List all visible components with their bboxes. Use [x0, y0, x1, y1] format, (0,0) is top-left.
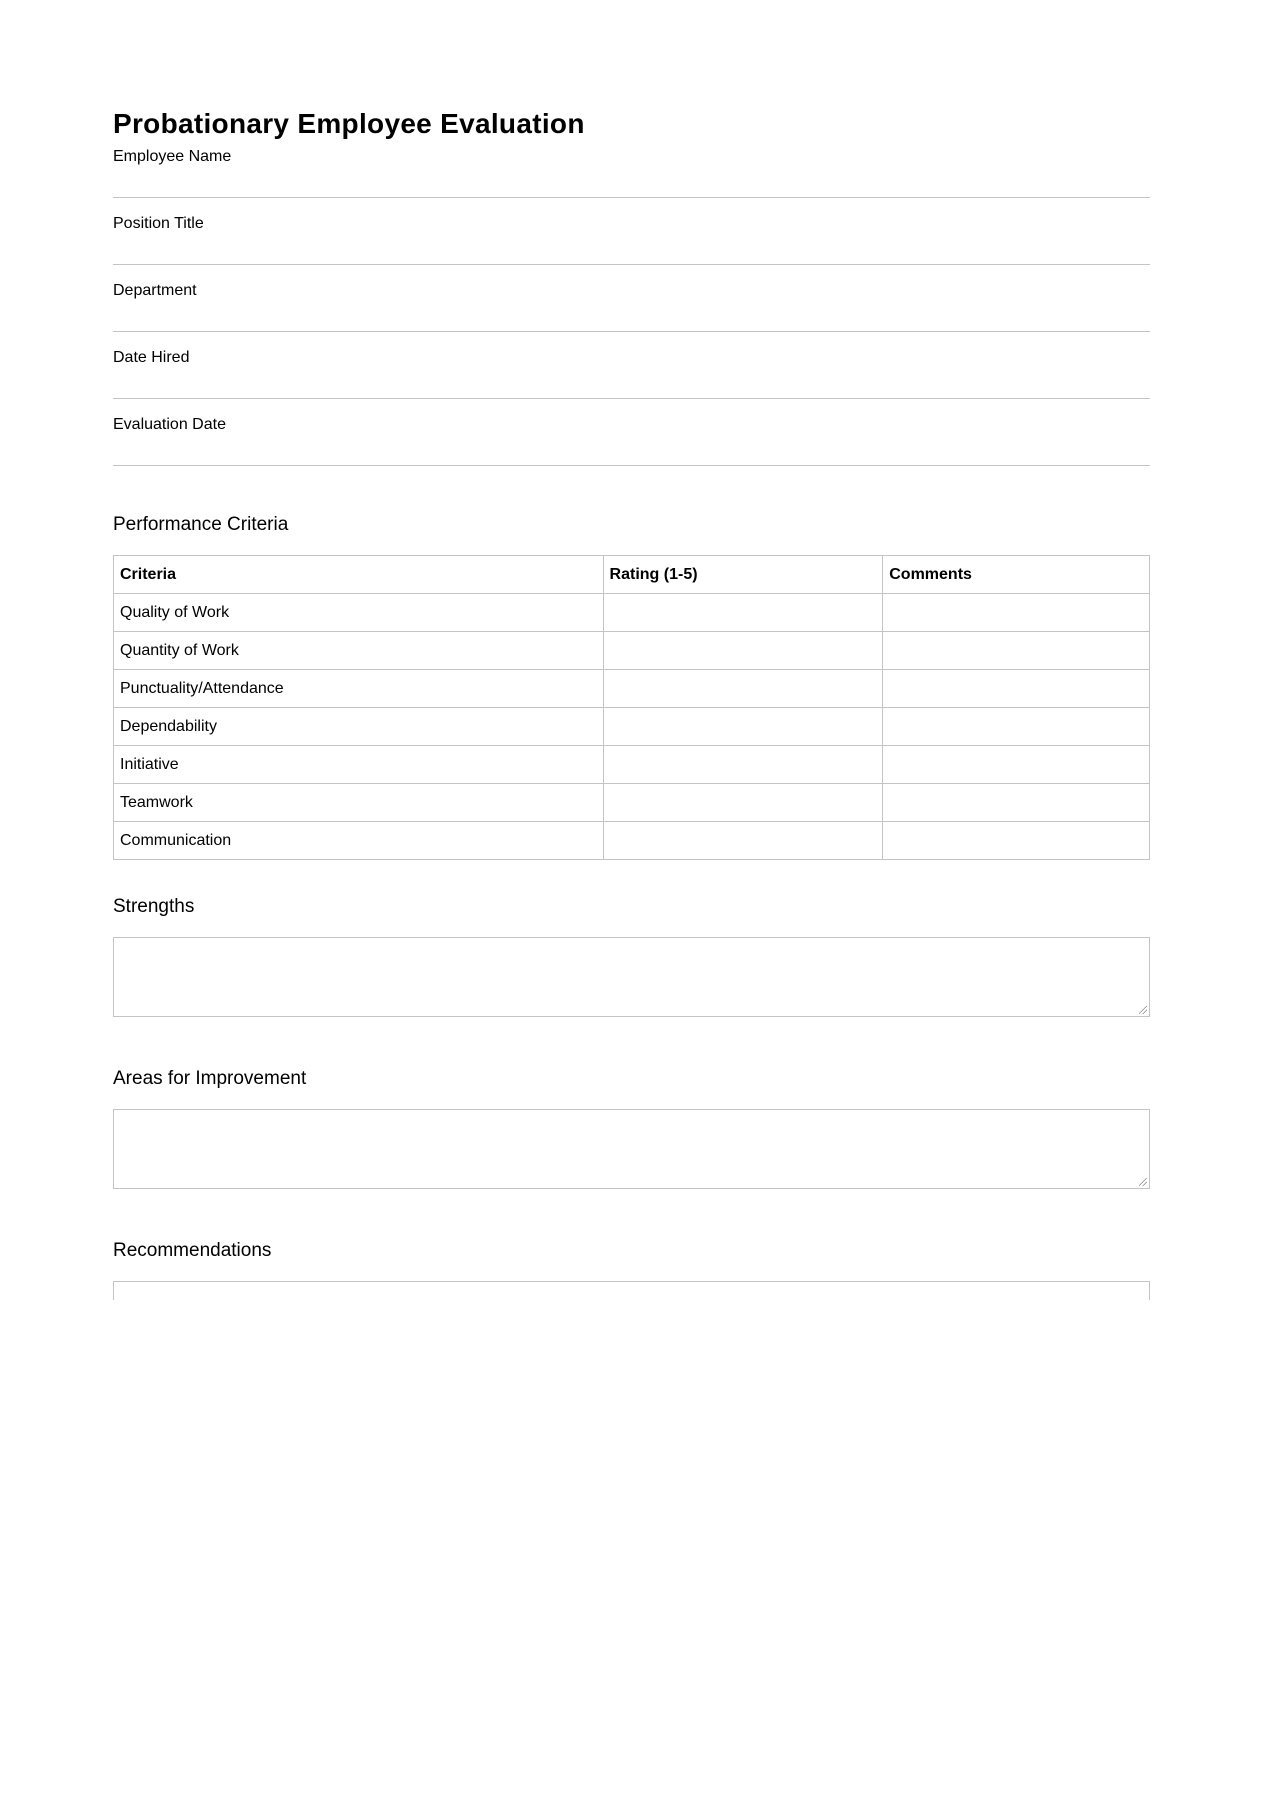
employee-name-input[interactable] — [113, 166, 1150, 198]
recommendations-heading: Recommendations — [113, 1240, 272, 1261]
rating-cell[interactable] — [603, 670, 883, 708]
criteria-cell: Initiative — [114, 746, 604, 784]
rating-cell[interactable] — [603, 594, 883, 632]
position-title-field — [113, 215, 1150, 282]
criteria-cell: Dependability — [114, 708, 604, 746]
table-row — [114, 822, 1150, 860]
table-row — [114, 632, 1150, 670]
rating-cell[interactable] — [603, 708, 883, 746]
comments-cell[interactable] — [883, 708, 1150, 746]
comments-cell[interactable] — [883, 822, 1150, 860]
rating-cell[interactable] — [603, 784, 883, 822]
department-input[interactable] — [113, 300, 1150, 332]
areas-for-improvement-heading: Areas for Improvement — [113, 1068, 307, 1089]
comments-cell[interactable] — [883, 670, 1150, 708]
rating-cell[interactable] — [603, 632, 883, 670]
position-title-input[interactable] — [113, 233, 1150, 265]
criteria-cell: Teamwork — [114, 784, 604, 822]
employee-name-field — [113, 148, 1150, 215]
column-header-rating: Rating (1-5) — [603, 556, 883, 594]
evaluation-form — [113, 0, 1150, 1300]
date-hired-input[interactable] — [113, 367, 1150, 399]
comments-cell[interactable] — [883, 594, 1150, 632]
department-field — [113, 282, 1150, 349]
column-header-comments: Comments — [883, 556, 1150, 594]
rating-cell[interactable] — [603, 822, 883, 860]
employee-name-label: Employee Name — [113, 148, 232, 165]
position-title-label: Position Title — [113, 215, 204, 232]
date-hired-field — [113, 349, 1150, 416]
strengths-textarea[interactable] — [113, 937, 1150, 1017]
rating-cell[interactable] — [603, 746, 883, 784]
criteria-cell: Quality of Work — [114, 594, 604, 632]
performance-criteria-table — [113, 555, 1150, 860]
page-title: Probationary Employee Evaluation — [113, 108, 585, 139]
resize-handle-icon[interactable] — [1139, 1178, 1147, 1186]
column-header-criteria: Criteria — [114, 556, 604, 594]
criteria-cell: Punctuality/Attendance — [114, 670, 604, 708]
performance-criteria-heading: Performance Criteria — [113, 514, 289, 535]
table-row — [114, 746, 1150, 784]
table-row — [114, 784, 1150, 822]
evaluation-date-input[interactable] — [113, 434, 1150, 466]
employee-info-fields — [113, 148, 1150, 483]
criteria-cell: Communication — [114, 822, 604, 860]
table-row — [114, 670, 1150, 708]
date-hired-label: Date Hired — [113, 349, 190, 366]
areas-for-improvement-textarea[interactable] — [113, 1109, 1150, 1189]
strengths-heading: Strengths — [113, 896, 195, 917]
comments-cell[interactable] — [883, 746, 1150, 784]
recommendations-textarea[interactable] — [113, 1281, 1150, 1300]
evaluation-date-label: Evaluation Date — [113, 416, 226, 433]
table-header-row — [114, 556, 1150, 594]
evaluation-date-field — [113, 416, 1150, 483]
criteria-cell: Quantity of Work — [114, 632, 604, 670]
comments-cell[interactable] — [883, 784, 1150, 822]
table-row — [114, 708, 1150, 746]
department-label: Department — [113, 282, 197, 299]
table-row — [114, 594, 1150, 632]
resize-handle-icon[interactable] — [1139, 1006, 1147, 1014]
comments-cell[interactable] — [883, 632, 1150, 670]
